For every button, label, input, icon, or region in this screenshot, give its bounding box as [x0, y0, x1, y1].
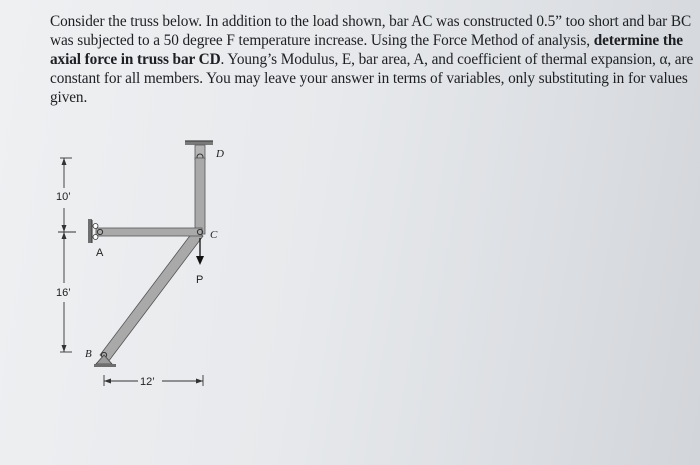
dim-upper-height: 10’: [56, 191, 71, 203]
bar-cd: [195, 158, 205, 234]
vertical-dimension: [58, 158, 76, 352]
dim-lower-height: 16’: [56, 287, 71, 299]
bar-bc: [100, 229, 203, 362]
problem-text-rest: . Young’s Modulus, E, bar area, A, and coefficient of thermal expansion, α, are constant for all members. You may leave your answer in terms of variables, only substituting in for values given.: [50, 51, 694, 106]
dim-width: 12’: [140, 376, 155, 388]
bar-ac: [96, 228, 202, 236]
label-b: B: [85, 348, 92, 360]
load-label: P: [196, 274, 204, 286]
label-a: A: [96, 247, 104, 259]
support-d: [185, 141, 213, 160]
label-c: C: [210, 229, 218, 241]
problem-text-intro: Consider the truss below. In addition to the load shown, bar AC was constructed 0.5” too short and bar BC was subjected to a 50 degree F temperature increase. Using the Force Method of analysis,: [50, 13, 692, 49]
label-d: D: [216, 148, 224, 160]
problem-text-bold: determine the axial force in truss bar CD: [50, 32, 683, 68]
